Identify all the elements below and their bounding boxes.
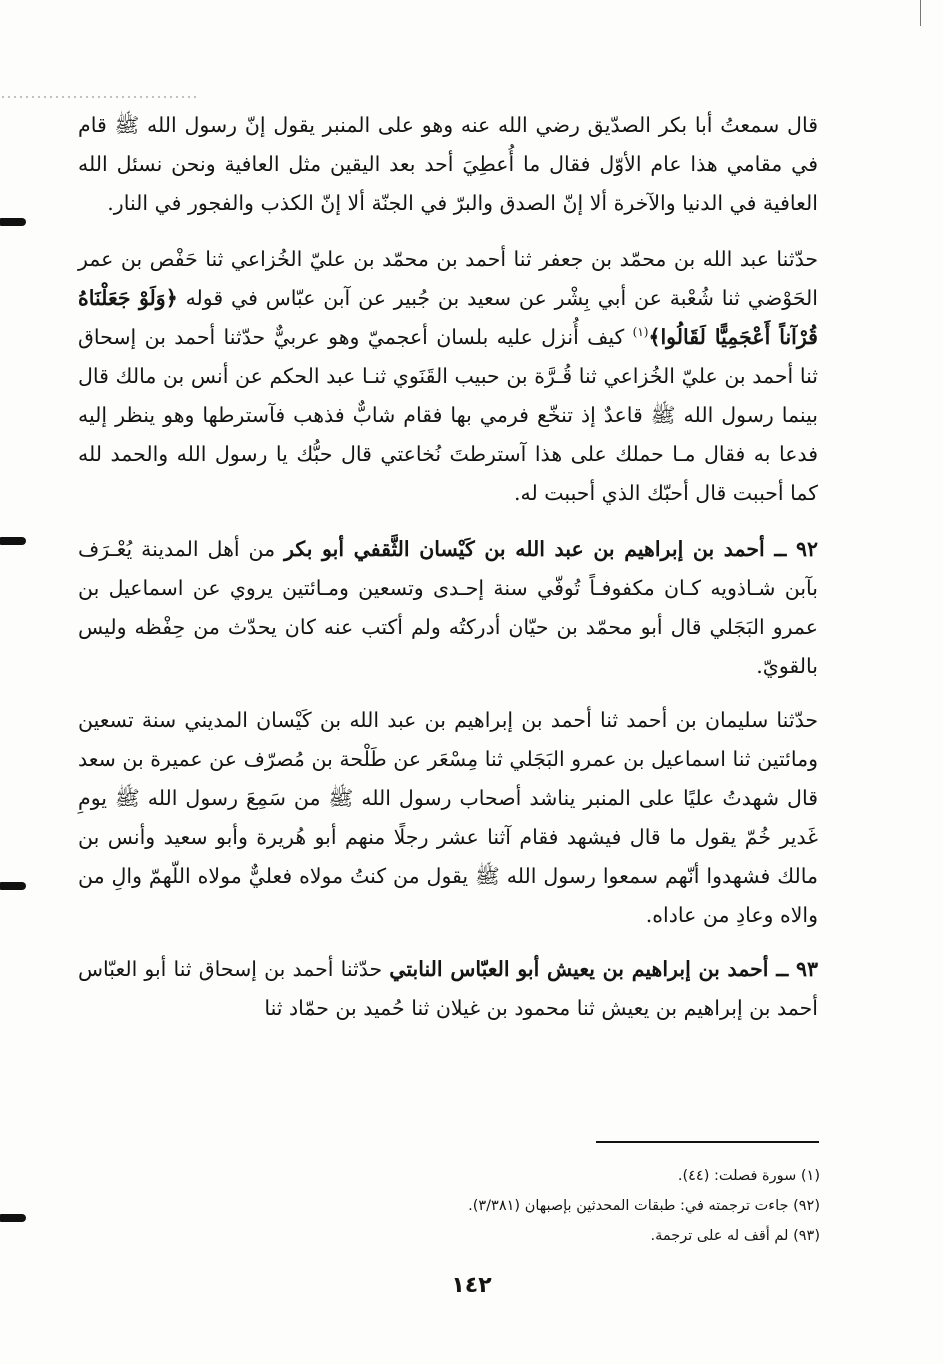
hadith-2-continuation: كيف أُنزل عليه بلسان أعجميّ وهو عربيٌّ حدّثنا أحمد بن إسحاق ثنا أحمد بن عليّ الخُزاعي ثنا قُـرَّة بن حبيب القَنَوي ثنـا عبد الحكم عن أنس بن مالك قال بينما رسول الله ﷺ قاعدٌ إذ تنخّع فرمي بها فقام شابٌّ فذهب فآسترطها وهو ينظر إليه فدعا به فقال مـا حملك على هذا آسترطتَ نُخاعتي قال حبُّك يا رسول الله والحمد لله كما أحببت قال أحبّك الذي أحببت له. (78, 325, 818, 505)
footnote-ref-1: (١) (632, 325, 649, 340)
paragraph-hadith-1: قال سمعتُ أبا بكر الصدّيق رضي الله عنه وهو على المنبر يقول إنّ رسول الله ﷺ قام في مقامي هذا عام الأوّل فقال ما أُعطِيَ أحد بعد اليقين مثل العافية ونحن نسئل الله العافية في الدنيا والآخرة ألا إنّ الصدق والبرّ في الجنّة ألا إنّ الكذب والفجور في النار. (78, 113, 818, 215)
binding-mark (0, 1214, 26, 1222)
biography-93-text: حدّثنا أحمد بن إسحاق ثنا أبو العبّاس أحمد بن إبراهيم بن يعيش ثنا محمود بن غيلان ثنا حُميد بن حمّاد ثنا (78, 957, 818, 1020)
scan-noise (0, 96, 200, 98)
biography-93-heading: ٩٣ ــ أحمد بن إبراهيم بن يعيش أبو العبّاس النابتي (389, 957, 818, 981)
quran-verse: ﴿وَلَوْ جَعَلْنَاهُ قُرْآناً أَعْجَمِيًّا لَقَالُوا﴾ (78, 286, 818, 349)
binding-mark (0, 882, 26, 890)
binding-mark (0, 537, 26, 545)
biography-92-text: من أهل المدينة يُعْـرَف بآبن شـاذويه كـان مكفوفـاً تُوفّي سنة إحـدى وتسعين ومـائتين يروي عن اسماعيل بن عمرو البَجَلي قال أبو محمّد بن حيّان أدركتُه ولم أكتب عنه كان يحدّث من حِفْظه وليس بالقويّ. (78, 537, 818, 678)
footnote-93: (٩٣) لم أقف له على ترجمة. (650, 1228, 820, 1244)
hadith-2-opening: حدّثنا عبد الله بن محمّد بن جعفر ثنا أحمد بن محمّد بن عليّ الخُزاعي ثنا حَفْص بن عمر الحَوْضي ثنا شُعْبة عن أبي بِشْر عن سعيد بن جُبير عن آبن عبّاس في قوله (78, 247, 818, 310)
paragraph-hadith-2 (78, 240, 818, 513)
main-text (78, 106, 818, 1045)
biography-93 (78, 950, 818, 1028)
biography-92 (78, 530, 818, 686)
scan-corner-mark (920, 0, 921, 26)
binding-mark (0, 218, 26, 226)
page-number: ١٤٢ (451, 1273, 492, 1298)
footnote-1: (١) سورة فصلت: (٤٤). (677, 1168, 820, 1184)
footnote-92: (٩٢) جاءت ترجمته في: طبقات المحدثين بإصبهان (٣/٣٨١). (468, 1198, 820, 1214)
paragraph-hadith-3: حدّثنا سليمان بن أحمد ثنا أحمد بن إبراهيم بن عبد الله بن كَيْسان المديني سنة تسعين ومائتين ثنا اسماعيل بن عمرو البَجَلي ثنا مِسْعَر عن طَلْحة بن مُصرّف عن عميرة بن سعد قال شهدتُ عليًا على المنبر يناشد أصحاب رسول الله ﷺ من سَمِعَ رسول الله ﷺ يومِ غَدير خُمّ يقول ما قال فيشهد فقام آثنا عشر رجلًا منهم أبو هُريرة وأبو سعيد وأنس بن مالك فشهدوا أنّهم سمعوا رسول الله ﷺ يقول من كنتُ مولاه فعليٌّ مولاه اللّهمّ والِ من والاه وعادِ من عاداه. (78, 708, 818, 927)
biography-92-heading: ٩٢ ــ أحمد بن إبراهيم بن عبد الله بن كَيْسان الثَّقفي أبو بكر (284, 537, 818, 561)
footnotes (300, 1161, 820, 1251)
footnote-separator (596, 1141, 819, 1143)
